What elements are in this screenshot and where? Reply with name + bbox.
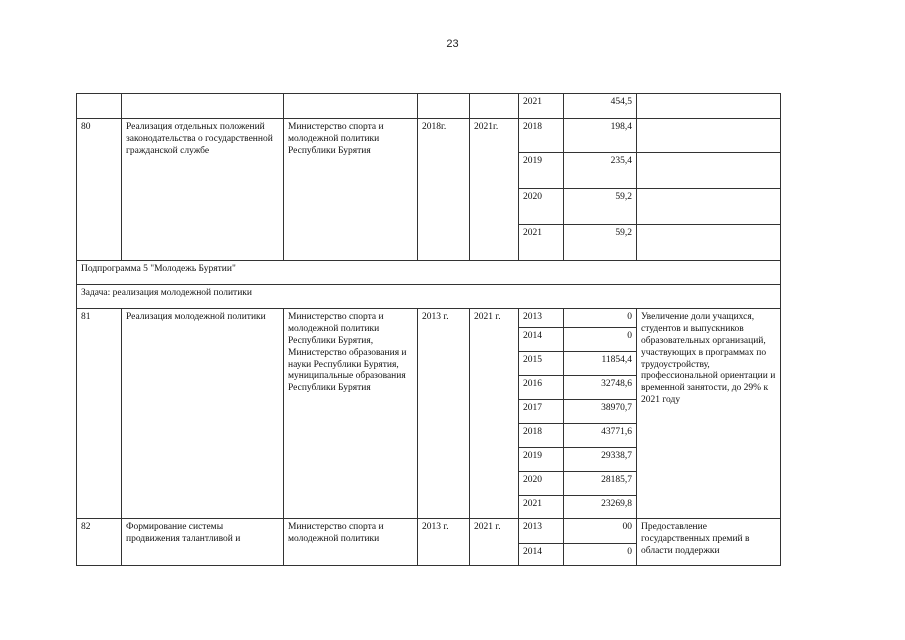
table-row bbox=[77, 285, 781, 309]
table-row bbox=[77, 518, 781, 543]
cell-empty bbox=[418, 94, 470, 119]
year-cell: 2017 bbox=[519, 399, 564, 423]
end-date: 2021г. bbox=[470, 119, 519, 261]
subprogram-title: Подпрограмма 5 "Молодежь Бурятии" bbox=[77, 261, 781, 285]
year-cell: 2019 bbox=[519, 153, 564, 189]
start-date: 2018г. bbox=[418, 119, 470, 261]
year-cell: 2019 bbox=[519, 447, 564, 471]
year-cell: 2018 bbox=[519, 119, 564, 153]
cell-empty bbox=[637, 225, 781, 261]
amount-cell: 32748,6 bbox=[564, 375, 637, 399]
page-number: 23 bbox=[446, 38, 459, 50]
executor: Министерство спорта и молодежной политики bbox=[284, 518, 418, 565]
start-date: 2013 г. bbox=[418, 518, 470, 565]
row-number: 80 bbox=[77, 119, 122, 261]
measure-name: Реализация отдельных положений законодательства о государственной гражданской службе bbox=[122, 119, 284, 261]
amount-cell: 00 bbox=[564, 518, 637, 543]
year-cell: 2014 bbox=[519, 543, 564, 565]
executor: Министерство спорта и молодежной политики Республики Бурятия bbox=[284, 119, 418, 261]
measure-name: Формирование системы продвижения талантливой и bbox=[122, 518, 284, 565]
cell-empty bbox=[122, 94, 284, 119]
year-cell: 2013 bbox=[519, 518, 564, 543]
year-cell: 2016 bbox=[519, 375, 564, 399]
table-row bbox=[77, 94, 781, 119]
cell-empty bbox=[284, 94, 418, 119]
cell-empty bbox=[637, 119, 781, 153]
cell-empty bbox=[637, 189, 781, 225]
year-cell: 2013 bbox=[519, 309, 564, 328]
table-row bbox=[77, 309, 781, 328]
amount-cell: 28185,7 bbox=[564, 471, 637, 495]
task-title: Задача: реализация молодежной политики bbox=[77, 285, 781, 309]
amount-cell: 59,2 bbox=[564, 189, 637, 225]
row-number: 82 bbox=[77, 518, 122, 565]
amount-cell: 38970,7 bbox=[564, 399, 637, 423]
target-indicator: Предоставление государственных премий в области поддержки bbox=[637, 518, 781, 565]
amount-cell: 0 bbox=[564, 309, 637, 328]
amount-cell: 11854,4 bbox=[564, 351, 637, 375]
target-indicator: Увеличение доли учащихся, студентов и выпускников образовательных организаций, участвующих в программах по трудоустройству, профессиональной ориентации и временной занятости, до 29% к 2021 году bbox=[637, 309, 781, 519]
table-row bbox=[77, 119, 781, 153]
amount-cell: 235,4 bbox=[564, 153, 637, 189]
amount-cell: 23269,8 bbox=[564, 495, 637, 518]
year-cell: 2020 bbox=[519, 471, 564, 495]
start-date: 2013 г. bbox=[418, 309, 470, 519]
cell-empty bbox=[77, 94, 122, 119]
amount-cell: 0 bbox=[564, 327, 637, 351]
year-cell: 2018 bbox=[519, 423, 564, 447]
table-row bbox=[77, 261, 781, 285]
year-cell: 2021 bbox=[519, 495, 564, 518]
amount-cell: 43771,6 bbox=[564, 423, 637, 447]
cell-empty bbox=[637, 153, 781, 189]
year-cell: 2021 bbox=[519, 94, 564, 119]
amount-cell: 0 bbox=[564, 543, 637, 565]
amount-cell: 454,5 bbox=[564, 94, 637, 119]
year-cell: 2014 bbox=[519, 327, 564, 351]
year-cell: 2021 bbox=[519, 225, 564, 261]
end-date: 2021 г. bbox=[470, 518, 519, 565]
year-cell: 2020 bbox=[519, 189, 564, 225]
cell-empty bbox=[637, 94, 781, 119]
row-number: 81 bbox=[77, 309, 122, 519]
amount-cell: 29338,7 bbox=[564, 447, 637, 471]
year-cell: 2015 bbox=[519, 351, 564, 375]
amount-cell: 59,2 bbox=[564, 225, 637, 261]
amount-cell: 198,4 bbox=[564, 119, 637, 153]
cell-empty bbox=[470, 94, 519, 119]
end-date: 2021 г. bbox=[470, 309, 519, 519]
executor: Министерство спорта и молодежной политики Республики Бурятия, Министерство образования и науки Республики Бурятия, муниципальные образования Республики Бурятия bbox=[284, 309, 418, 519]
program-table bbox=[76, 93, 781, 566]
measure-name: Реализация молодежной политики bbox=[122, 309, 284, 519]
